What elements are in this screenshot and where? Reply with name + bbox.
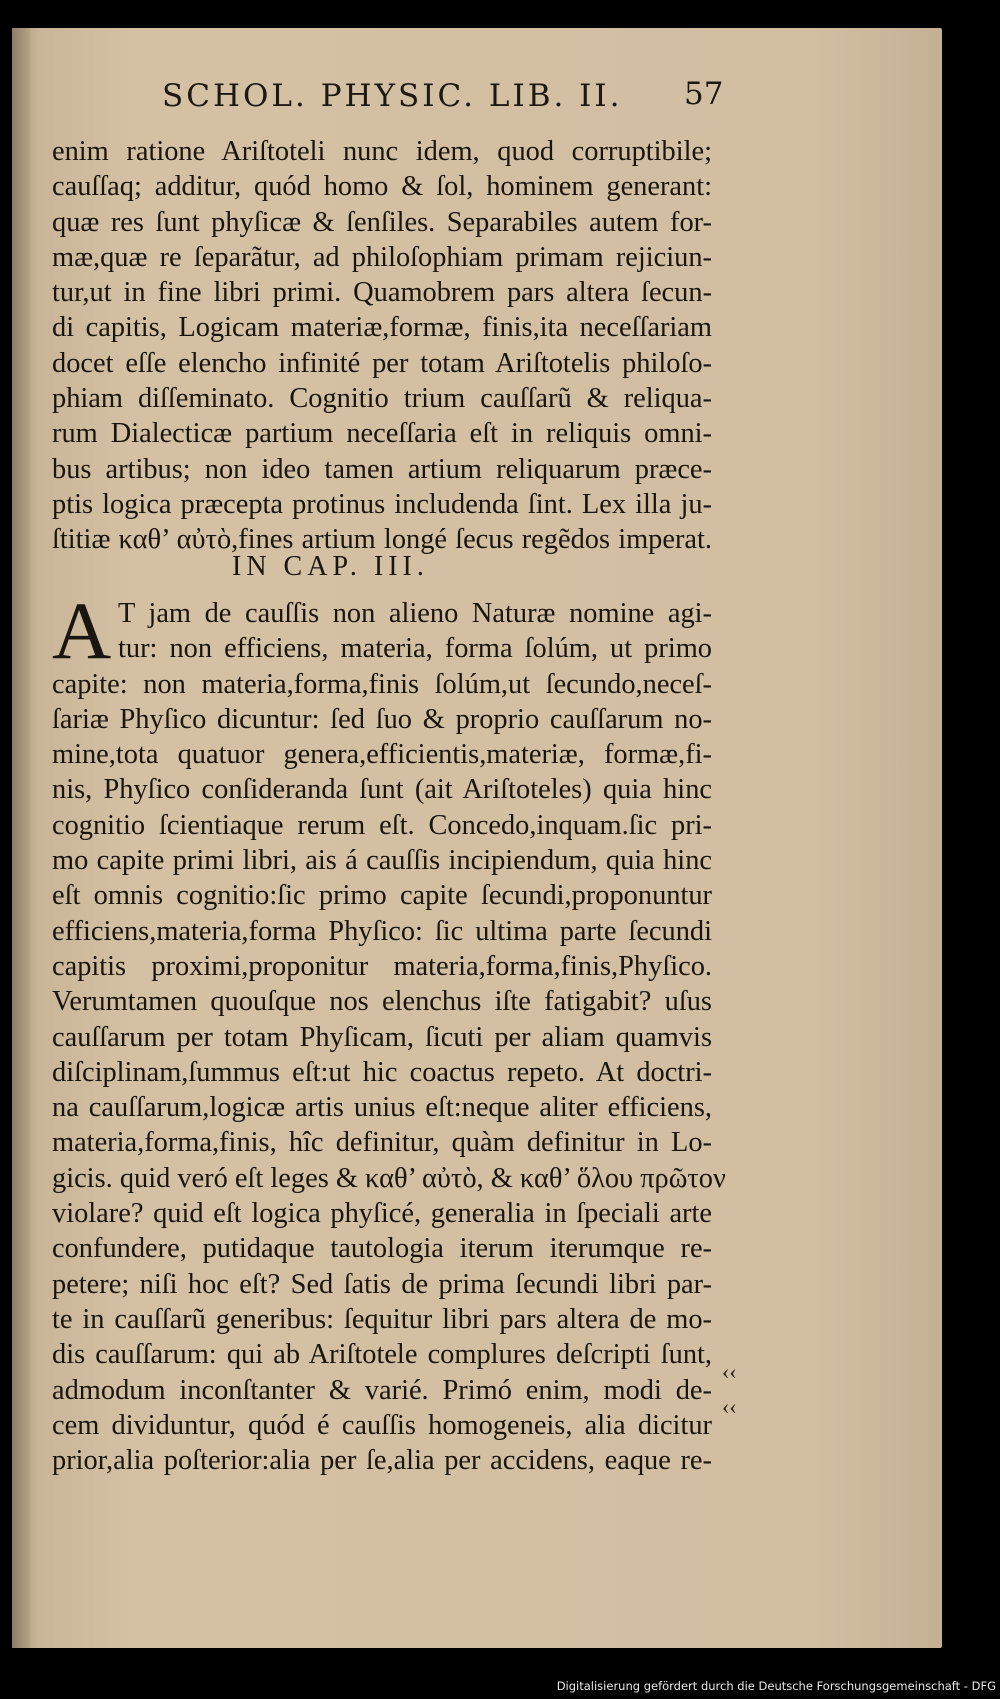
- margin-quote-mark-1: ‹‹: [722, 1359, 737, 1384]
- text-line: nis, Phyſico conſideranda ſunt (ait Ariſtoteles) quia hinc: [52, 774, 712, 806]
- text-line: cem dividuntur, quód é cauſſis homogeneis, alia dicitur: [52, 1409, 712, 1441]
- text-line: materia,forma,finis, hîc definitur, quàm definitur in Lo-: [52, 1127, 712, 1159]
- running-title: SCHOL. PHYSIC. LIB. II.: [162, 78, 623, 114]
- text-line: cognitio ſcientiaque rerum eſt. Concedo,inquam.ſic pri-: [52, 809, 712, 841]
- text-line: rum Dialecticæ partium neceſſaria eſt in reliquis omni-: [52, 418, 712, 450]
- digitization-credit: Digitalisierung gefördert durch die Deutsche Forschungsgemeinschaft - DFG: [556, 1679, 996, 1693]
- text-line: phiam diſſeminato. Cognitio trium cauſſarũ & reliqua-: [52, 383, 712, 415]
- text-line: T jam de cauſſis non alieno Naturæ nomine agi-: [118, 598, 712, 629]
- drop-capital: A: [52, 585, 112, 676]
- text-line: capitis proximi,proponitur materia,forma,finis,Phyſico.: [52, 950, 712, 982]
- page-gutter: [12, 28, 30, 1648]
- text-line: efficiens,materia,forma Phyſico: ſic ultima parte ſecundi: [52, 915, 712, 947]
- text-line: Verumtamen quouſque nos elenchus iſte fatigabit? uſus: [52, 986, 712, 1018]
- text-line: docet eſſe elencho infinité per totam Ariſtotelis philoſo-: [52, 347, 712, 379]
- text-line: quæ res ſunt phyſicæ & ſenſiles. Separabiles autem for-: [52, 206, 712, 238]
- text-line: dis cauſſarum: qui ab Ariſtotele complures deſcripti ſunt,: [52, 1339, 712, 1371]
- text-line: ptis logica præcepta protinus includenda ſint. Lex illa ju-: [52, 488, 712, 520]
- text-line: eſt omnis cognitio:ſic primo capite ſecundi,proponuntur: [52, 880, 712, 912]
- section-heading: IN CAP. III.: [232, 551, 429, 582]
- text-line: petere; niſi hoc eſt? Sed ſatis de prima ſecundi libri par-: [52, 1268, 712, 1300]
- text-line: gicis. quid veró eſt leges & καθ’ αὐτὸ, & καθ’ ὅλου πρῶτον: [52, 1162, 726, 1194]
- page-number: 57: [684, 76, 724, 112]
- margin-quote-mark-2: ‹‹: [722, 1394, 737, 1419]
- text-line: enim ratione Ariſtoteli nunc idem, quod corruptibile;: [52, 136, 712, 167]
- text-line: mæ,quæ re ſeparãtur, ad philoſophiam primam rejiciun-: [52, 241, 712, 273]
- text-line: cauſſarum per totam Phyſicam, ſicuti per aliam quamvis: [52, 1021, 712, 1053]
- text-line: mine,tota quatuor genera,efficientis,materiæ, formæ,fi-: [52, 739, 712, 771]
- paragraph-1: [52, 134, 712, 558]
- text-line: diſciplinam,ſummus eſt:ut hic coactus repeto. At doctri-: [52, 1056, 712, 1088]
- paragraph-2: [52, 585, 726, 1478]
- text-line: ſtitiæ καθ’ αὐτὸ,fines artium longé ſecus regẽdos imperat.: [52, 524, 712, 556]
- book-page: [12, 28, 942, 1648]
- text-line: tur,ut in fine libri primi. Quamobrem pars altera ſecun-: [52, 277, 712, 309]
- text-line: confundere, putidaque tautologia iterum iterumque re-: [52, 1233, 712, 1265]
- text-line: violare? quid eſt logica phyſicé, generalia in ſpeciali arte: [52, 1198, 712, 1230]
- text-line: mo capite primi libri, ais á cauſſis incipiendum, quia hinc: [52, 845, 712, 877]
- text-line: tur: non efficiens, materia, forma ſolúm, ut primo: [118, 633, 712, 665]
- text-line: admodum inconſtanter & varié. Primó enim, modi de-: [52, 1374, 712, 1406]
- text-line: bus artibus; non ideo tamen artium reliquarum præce-: [52, 453, 712, 485]
- text-line: capite: non materia,forma,finis ſolúm,ut ſecundo,neceſ-: [52, 668, 712, 700]
- text-line: te in cauſſarũ generibus: ſequitur libri pars altera de mo-: [52, 1303, 712, 1335]
- text-line: prior,alia poſterior:alia per ſe,alia per accidens, eaque re-: [52, 1445, 712, 1477]
- text-line: cauſſaq; additur, quód homo & ſol, hominem generant:: [52, 171, 712, 203]
- text-line: na cauſſarum,logicæ artis unius eſt:neque aliter efficiens,: [52, 1092, 712, 1124]
- text-line: di capitis, Logicam materiæ,formæ, finis,ita neceſſariam: [52, 312, 712, 344]
- text-line: ſariæ Phyſico dicuntur: ſed ſuo & proprio cauſſarum no-: [52, 703, 712, 735]
